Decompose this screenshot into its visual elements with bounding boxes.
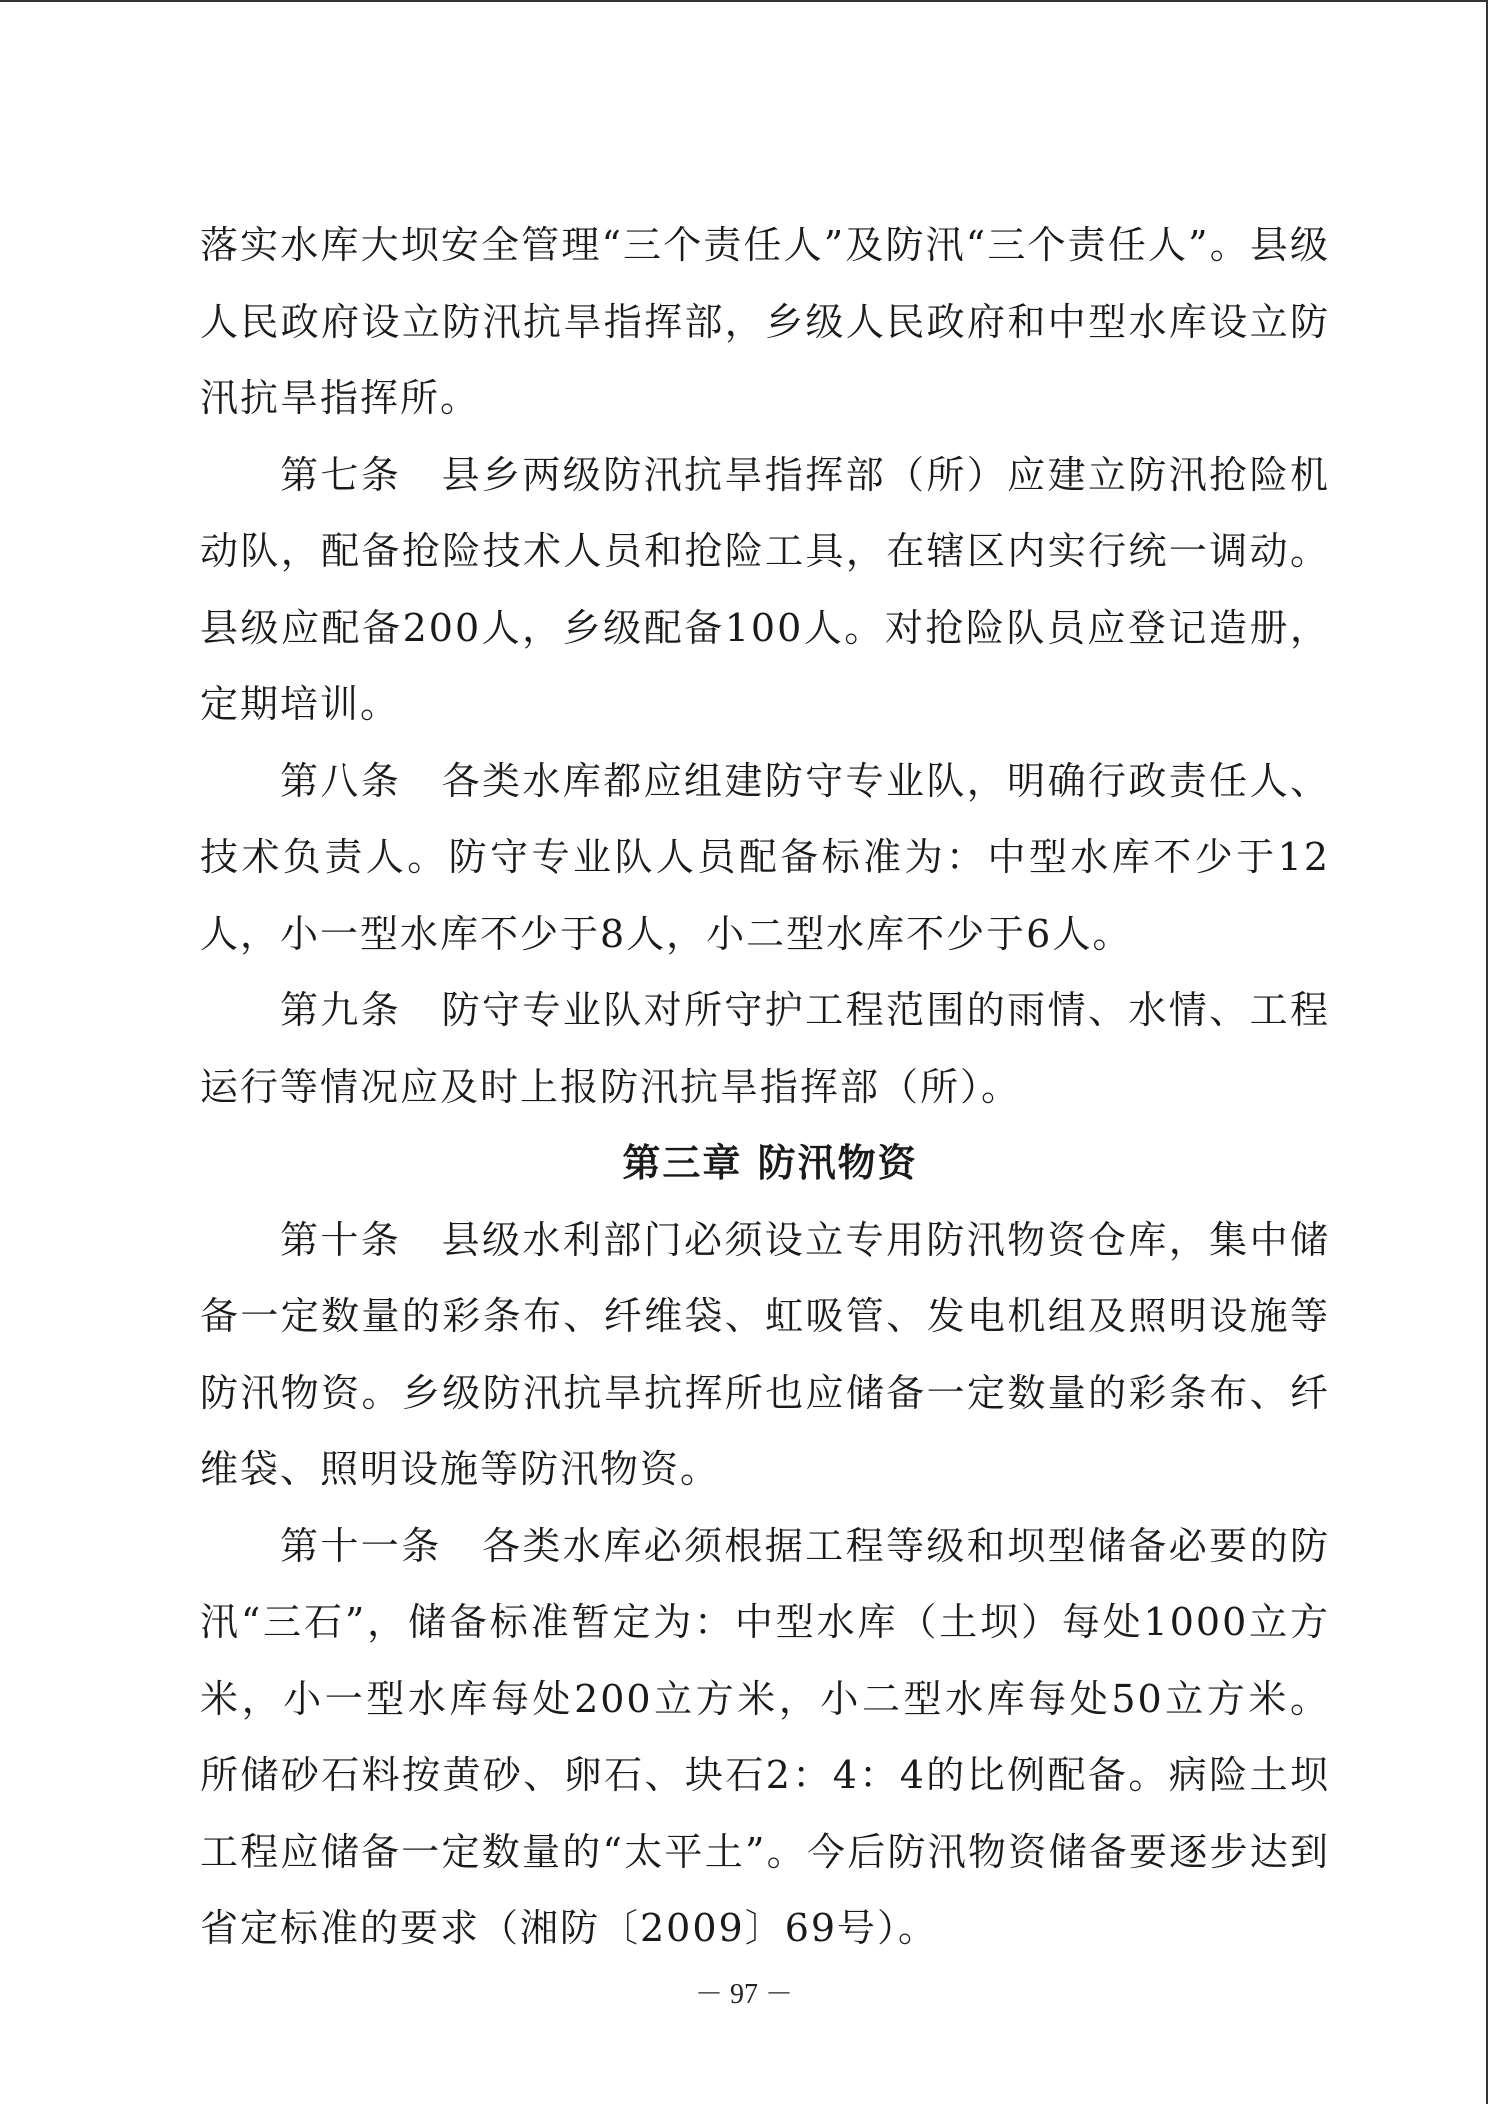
article-11 xyxy=(200,1508,1330,1967)
page-number: － 97 － xyxy=(694,1979,793,2010)
article-text: 县乡两级防汛抗旱指挥部（所）应建立防汛抢险机动队，配备抢险技术人员和抢险工具，在辖区内实行统一调动。县级应配备200人，乡级配备100人。对抢险队员应登记造册，定期培训。 xyxy=(200,452,1330,726)
article-number: 第九条 xyxy=(280,988,402,1032)
document-body xyxy=(200,207,1330,1967)
article-number: 第十一条 xyxy=(280,1523,442,1568)
article-7 xyxy=(200,437,1330,743)
paragraph-text: 落实水库大坝安全管理“三个责任人”及防汛“三个责任人”。县级人民政府设立防汛抗旱指挥部，乡级人民政府和中型水库设立防汛抗旱指挥所。 xyxy=(200,223,1330,420)
article-text: 各类水库必须根据工程等级和坝型储备必要的防汛“三石”，储备标准暂定为：中型水库（土坝）每处1000立方米，小一型水库每处200立方米，小二型水库每处50立方米。所储砂石料按黄砂、卵石、块石2：4：4的比例配备。病险土坝工程应储备一定数量的“太平土”。今后防汛物资储备要逐步达到省定标准的要求（湘防〔2009〕69号）。 xyxy=(200,1523,1330,1950)
article-text: 防守专业队对所守护工程范围的雨情、水情、工程运行等情况应及时上报防汛抗旱指挥部（所）。 xyxy=(200,988,1330,1109)
paragraph-continuation xyxy=(200,207,1330,437)
article-9 xyxy=(200,972,1330,1125)
article-number: 第七条 xyxy=(280,452,402,497)
article-number: 第十条 xyxy=(280,1217,402,1262)
article-text: 县级水利部门必须设立专用防汛物资仓库，集中储备一定数量的彩条布、纤维袋、虹吸管、发电机组及照明设施等防汛物资。乡级防汛抗旱抗挥所也应储备一定数量的彩条布、纤维袋、照明设施等防汛物资。 xyxy=(200,1217,1330,1491)
article-text: 各类水库都应组建防守专业队，明确行政责任人、技术负责人。防守专业队人员配备标准为：中型水库不少于12人，小一型水库不少于8人，小二型水库不少于6人。 xyxy=(200,758,1330,956)
article-8 xyxy=(200,743,1330,973)
article-number: 第八条 xyxy=(280,758,402,803)
chapter-heading: 第三章 防汛物资 xyxy=(622,1141,918,1185)
article-10 xyxy=(200,1202,1330,1508)
